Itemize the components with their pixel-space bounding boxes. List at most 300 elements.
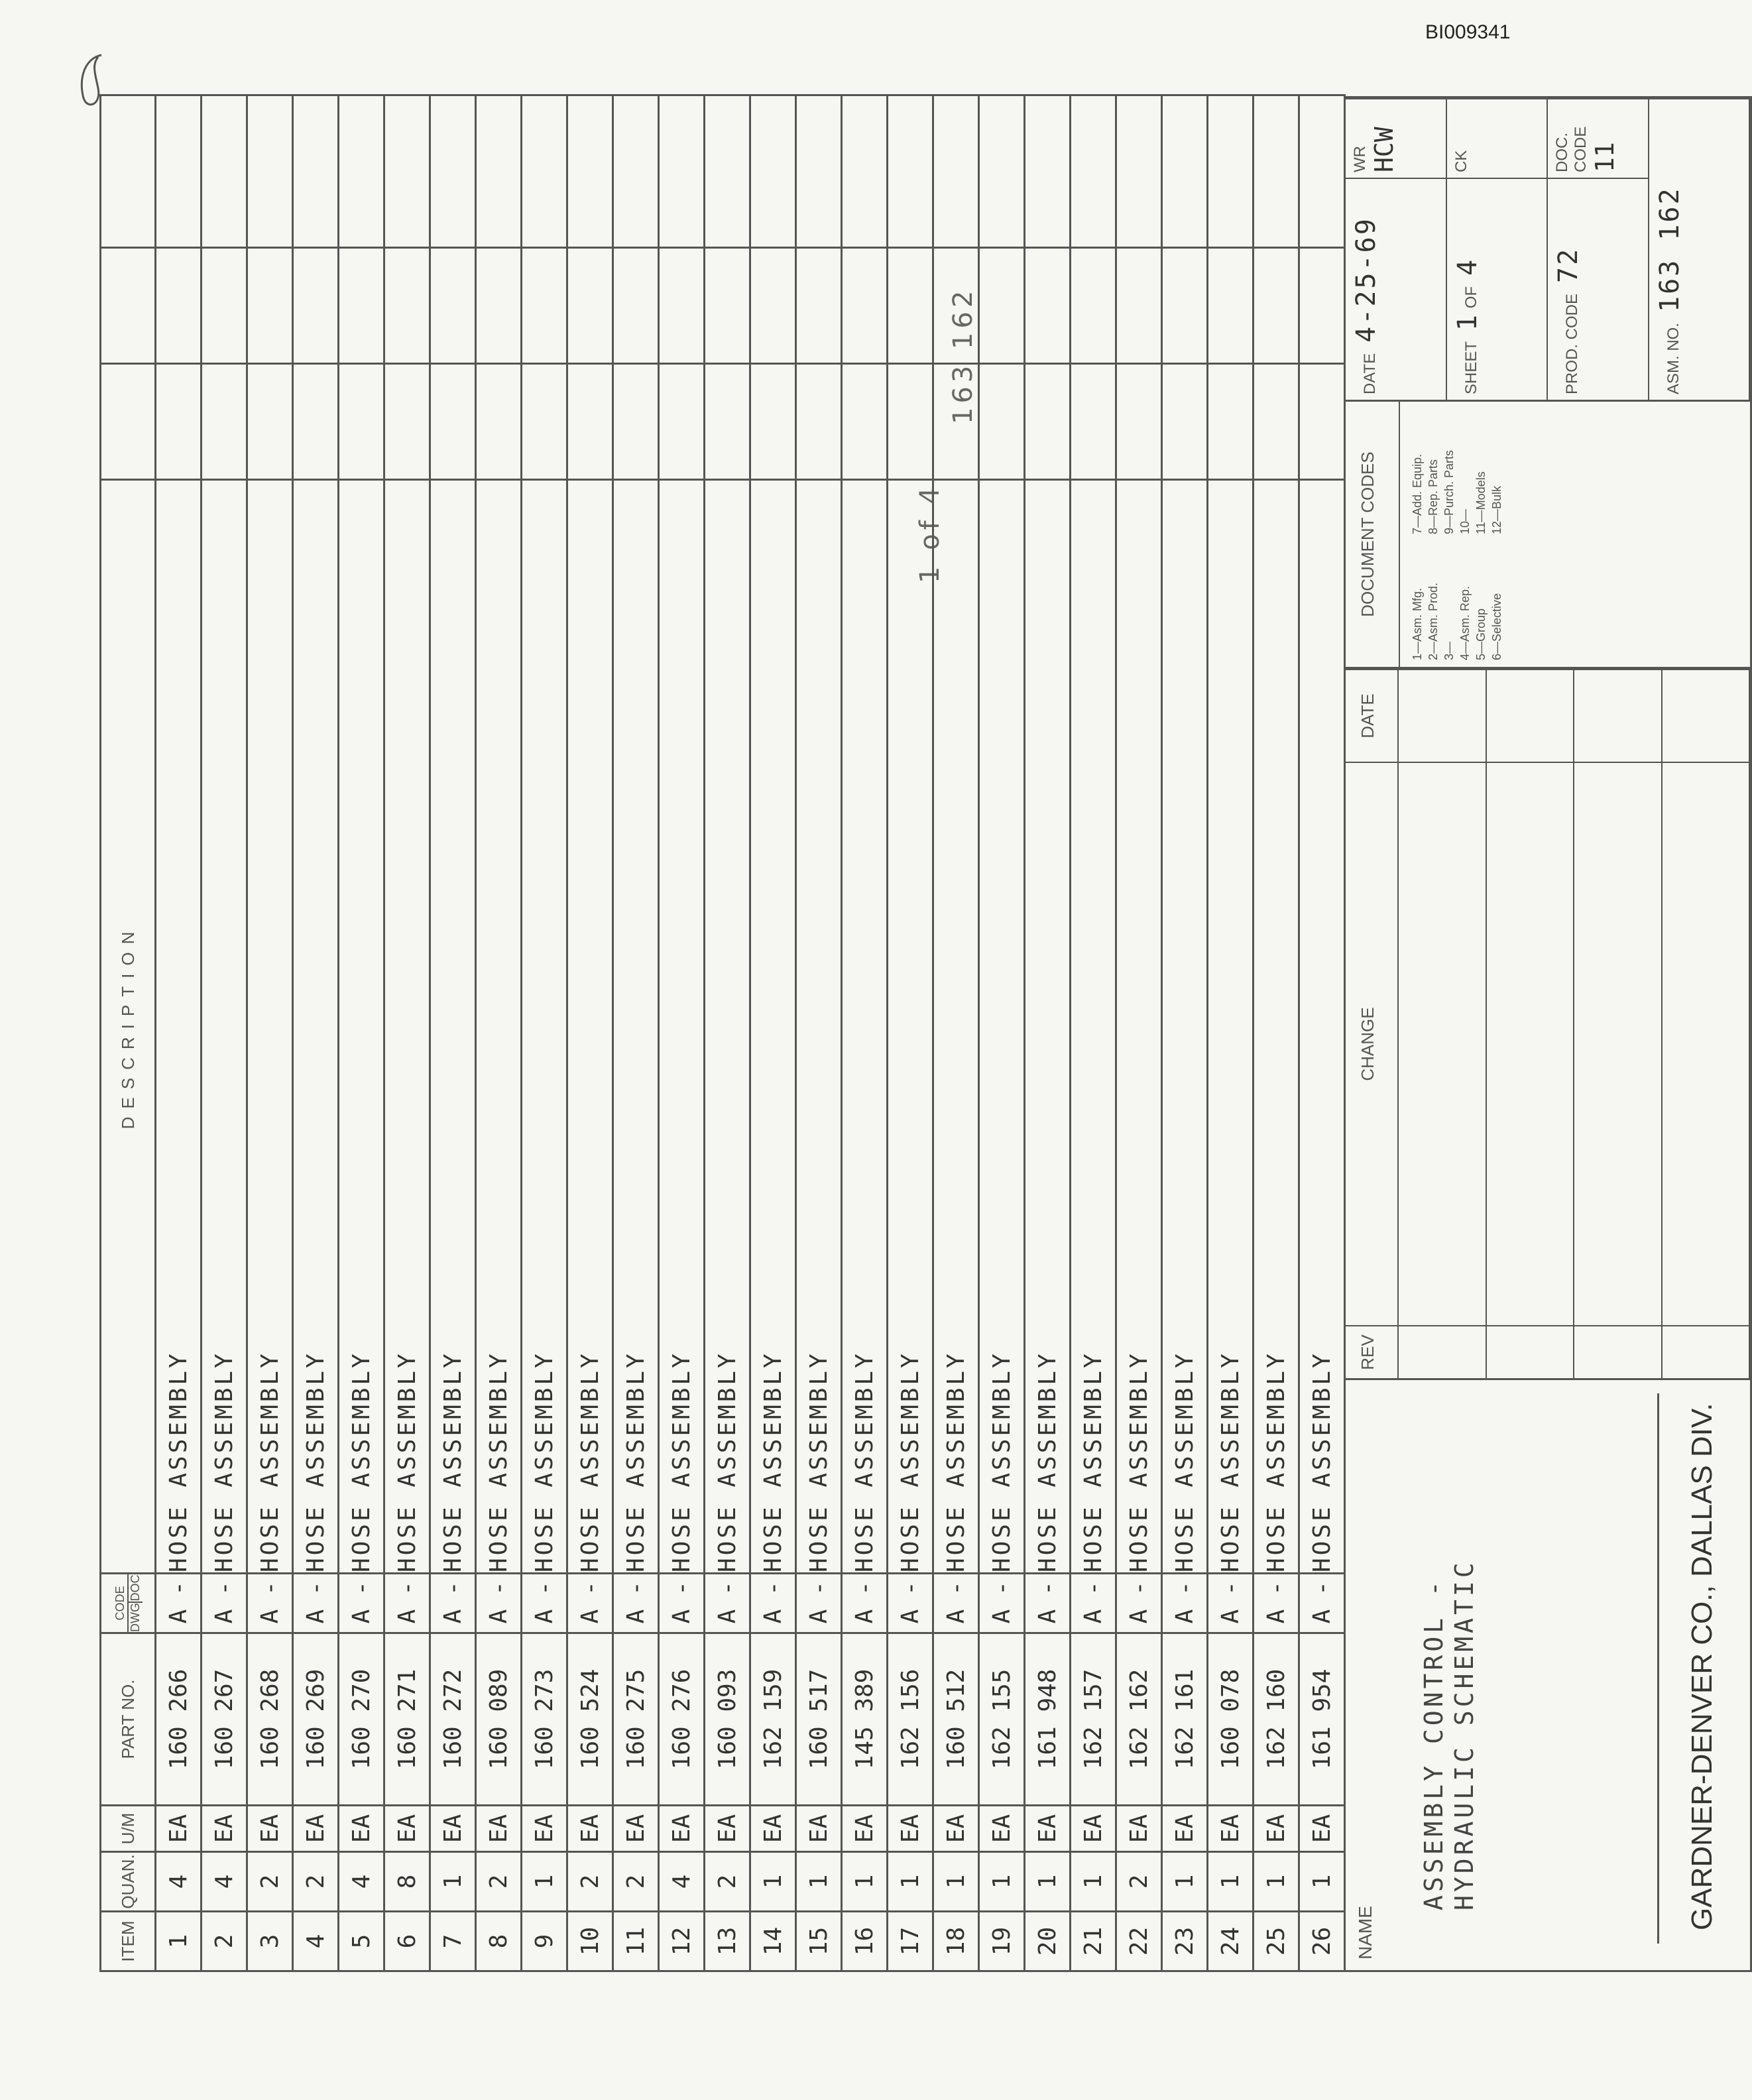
code-cell [202, 1574, 247, 1633]
table-row [476, 95, 522, 1971]
description-cell: HOSE ASSEMBLY [202, 480, 247, 1574]
table-row [247, 95, 293, 1971]
table-row [156, 95, 202, 1971]
table-row [293, 95, 339, 1971]
code-cell [156, 1574, 202, 1633]
blank-cell [1025, 364, 1071, 480]
table-row [705, 95, 750, 1971]
quantity-cell: 1 [1208, 1852, 1254, 1912]
code-cell [430, 1574, 476, 1633]
doc-code: - [1308, 1581, 1336, 1596]
quantity-cell: 4 [659, 1852, 705, 1912]
document-codes-box [1346, 400, 1750, 667]
blank-cell [1254, 248, 1299, 364]
quantity-cell: 1 [1025, 1852, 1071, 1912]
dwg-code: A [210, 1609, 238, 1624]
unit-cell: EA [933, 1806, 979, 1852]
blank-cell [933, 364, 979, 480]
blank-cell [202, 364, 247, 480]
blank-cell [842, 364, 888, 480]
blank-cell [705, 95, 750, 248]
blank-cell [1208, 364, 1254, 480]
blank-cell [293, 95, 339, 248]
quantity-cell: 1 [1254, 1852, 1299, 1912]
item-cell: 3 [247, 1912, 293, 1971]
item-cell: 22 [1116, 1912, 1162, 1971]
header-quan: QUAN. [101, 1852, 156, 1912]
rev-cell [1399, 762, 1487, 1325]
doc-code: - [439, 1581, 467, 1596]
quantity-cell: 1 [1162, 1852, 1208, 1912]
header-description: DESCRIPTION [101, 480, 156, 1574]
prod-code-value: 72 [1553, 247, 1584, 283]
table-row [384, 95, 430, 1971]
description-cell: HOSE ASSEMBLY [430, 480, 476, 1574]
table-header-row [101, 95, 156, 1971]
sheet-label: SHEET [1462, 341, 1480, 394]
dwg-code: A [439, 1609, 467, 1624]
part-number-cell: 162 162 [1116, 1633, 1162, 1806]
rev-cell [1399, 669, 1487, 762]
blank-cell [796, 248, 842, 364]
header-dwg: DWG [129, 1603, 142, 1632]
quantity-cell: 4 [339, 1852, 384, 1912]
rev-cell [1487, 762, 1575, 1325]
blank-cell [430, 248, 476, 364]
part-number-cell: 145 389 [842, 1633, 888, 1806]
doc-code-item: 8—Rep. Parts [1427, 459, 1440, 534]
dwg-code: A [668, 1609, 695, 1624]
table-row [1071, 95, 1116, 1971]
doc-code-item: 1—Asm. Mfg. [1411, 587, 1424, 660]
blank-cell [1025, 95, 1071, 248]
code-cell [705, 1574, 750, 1633]
doc-code-label: DOC. CODE [1553, 126, 1590, 172]
assembly-name-line2: HYDRAULIC SCHEMATIC [1450, 1559, 1479, 1910]
quantity-cell: 1 [888, 1852, 933, 1912]
table-row [933, 95, 979, 1971]
quantity-cell: 1 [796, 1852, 842, 1912]
item-cell: 18 [933, 1912, 979, 1971]
blank-cell [247, 364, 293, 480]
part-number-cell: 162 159 [750, 1633, 796, 1806]
description-cell: HOSE ASSEMBLY [1071, 480, 1116, 1574]
blank-cell [933, 95, 979, 248]
dwg-code: A [805, 1609, 833, 1624]
blank-cell [156, 95, 202, 248]
dwg-code: A [1216, 1609, 1244, 1624]
doc-code-value: 11 [1590, 142, 1619, 172]
item-cell: 13 [705, 1912, 750, 1971]
dwg-code: A [302, 1609, 329, 1624]
part-number-cell: 160 270 [339, 1633, 384, 1806]
sheet-cell [1447, 178, 1548, 400]
code-cell [476, 1574, 522, 1633]
dwg-code: A [896, 1609, 924, 1624]
item-cell: 10 [567, 1912, 613, 1971]
dwg-code: A [256, 1609, 284, 1624]
item-cell: 9 [522, 1912, 567, 1971]
info-box [1346, 98, 1750, 400]
description-cell: HOSE ASSEMBLY [1025, 480, 1071, 1574]
blank-cell [522, 364, 567, 480]
header-code [101, 1574, 156, 1633]
code-cell [659, 1574, 705, 1633]
table-row [750, 95, 796, 1971]
rev-cell [1574, 762, 1663, 1325]
table-row [339, 95, 384, 1971]
doc-code-item: 7—Add. Equip. [1411, 453, 1424, 534]
blank-cell [339, 364, 384, 480]
blank-cell [430, 95, 476, 248]
description-cell: HOSE ASSEMBLY [705, 480, 750, 1574]
doc-code: - [805, 1581, 833, 1596]
description-cell: HOSE ASSEMBLY [659, 480, 705, 1574]
blank-cell [430, 364, 476, 480]
code-cell [888, 1574, 933, 1633]
unit-cell: EA [613, 1806, 659, 1852]
dwg-code: A [1308, 1609, 1336, 1624]
code-cell [384, 1574, 430, 1633]
blank-cell [796, 364, 842, 480]
blank-cell [613, 248, 659, 364]
top-mark-asm: 163 162 [948, 286, 978, 424]
quantity-cell: 1 [842, 1852, 888, 1912]
item-cell: 8 [476, 1912, 522, 1971]
table-row [430, 95, 476, 1971]
blank-cell [613, 95, 659, 248]
doc-code: - [164, 1581, 192, 1596]
dwg-code: A [576, 1609, 604, 1624]
code-cell [1254, 1574, 1299, 1633]
table-row [613, 95, 659, 1971]
blank-cell [339, 248, 384, 364]
asm-no-value: 163 162 [1654, 186, 1685, 312]
description-cell: HOSE ASSEMBLY [750, 480, 796, 1574]
header-blank-1 [101, 364, 156, 480]
rev-label: REV [1346, 1325, 1399, 1378]
dwg-code: A [759, 1609, 787, 1624]
blank-cell [384, 95, 430, 248]
blank-cell [613, 364, 659, 480]
blank-cell [750, 95, 796, 248]
sheet-value: 1 [1452, 312, 1483, 331]
doc-code: - [576, 1581, 604, 1596]
doc-code: - [393, 1581, 421, 1596]
unit-cell: EA [1208, 1806, 1254, 1852]
blank-cell [1071, 364, 1116, 480]
unit-cell: EA [796, 1806, 842, 1852]
doc-code: - [1262, 1581, 1290, 1596]
item-cell: 7 [430, 1912, 476, 1971]
blank-cell [1025, 248, 1071, 364]
blank-cell [979, 248, 1025, 364]
doc-code-item: 5—Group [1474, 608, 1488, 660]
doc-code-item: 4—Asm. Rep. [1458, 585, 1472, 660]
code-cell [842, 1574, 888, 1633]
blank-cell [476, 95, 522, 248]
doc-code: - [622, 1581, 650, 1596]
quantity-cell: 2 [613, 1852, 659, 1912]
document-id: BI009341 [1425, 21, 1511, 43]
code-cell [293, 1574, 339, 1633]
description-cell: HOSE ASSEMBLY [1208, 480, 1254, 1574]
doc-code: - [1125, 1581, 1153, 1596]
unit-cell: EA [659, 1806, 705, 1852]
unit-cell: EA [1116, 1806, 1162, 1852]
ck-cell [1447, 98, 1548, 178]
description-cell: HOSE ASSEMBLY [293, 480, 339, 1574]
unit-cell: EA [1254, 1806, 1299, 1852]
part-number-cell: 162 156 [888, 1633, 933, 1806]
code-cell [1116, 1574, 1162, 1633]
part-number-cell: 160 517 [796, 1633, 842, 1806]
dwg-code: A [622, 1609, 650, 1624]
code-cell [522, 1574, 567, 1633]
dwg-code: A [713, 1609, 741, 1624]
part-number-cell: 160 093 [705, 1633, 750, 1806]
table-row [522, 95, 567, 1971]
quantity-cell: 1 [933, 1852, 979, 1912]
quantity-cell: 4 [202, 1852, 247, 1912]
unit-cell: EA [567, 1806, 613, 1852]
doc-code: - [530, 1581, 558, 1596]
blank-cell [888, 95, 933, 248]
unit-cell: EA [430, 1806, 476, 1852]
unit-cell: EA [842, 1806, 888, 1852]
rev-cell [1487, 1325, 1575, 1378]
part-number-cell: 160 267 [202, 1633, 247, 1806]
prod-code-label: PROD. CODE [1563, 293, 1581, 394]
description-cell: HOSE ASSEMBLY [247, 480, 293, 1574]
table-row [888, 95, 933, 1971]
doc-code: - [942, 1581, 970, 1596]
blank-cell [384, 364, 430, 480]
description-cell: HOSE ASSEMBLY [476, 480, 522, 1574]
asm-no-cell [1649, 98, 1751, 400]
part-number-cell: 162 161 [1162, 1633, 1208, 1806]
part-number-cell: 160 275 [613, 1633, 659, 1806]
doc-code: - [1216, 1581, 1244, 1596]
blank-cell [339, 95, 384, 248]
blank-cell [888, 248, 933, 364]
part-number-cell: 160 089 [476, 1633, 522, 1806]
item-cell: 24 [1208, 1912, 1254, 1971]
of-value: 4 [1452, 257, 1483, 276]
description-cell: HOSE ASSEMBLY [156, 480, 202, 1574]
blank-cell [750, 364, 796, 480]
blank-cell [1162, 364, 1208, 480]
assembly-name [1419, 1559, 1480, 1910]
item-cell: 26 [1299, 1912, 1345, 1971]
of-label: OF [1462, 286, 1480, 309]
description-cell: HOSE ASSEMBLY [567, 480, 613, 1574]
doc-code-item: 3— [1442, 641, 1456, 660]
blank-cell [476, 364, 522, 480]
ck-label: CK [1452, 150, 1470, 172]
blank-cell [979, 95, 1025, 248]
parts-table [99, 94, 1346, 1972]
blank-cell [202, 95, 247, 248]
blank-cell [1208, 248, 1254, 364]
unit-cell: EA [1299, 1806, 1345, 1852]
unit-cell: EA [293, 1806, 339, 1852]
table-row [1299, 95, 1345, 1971]
assembly-name-line1: ASSEMBLY CONTROL - [1419, 1578, 1448, 1910]
blank-cell [1208, 95, 1254, 248]
quantity-cell: 1 [750, 1852, 796, 1912]
blank-cell [1071, 248, 1116, 364]
unit-cell: EA [1071, 1806, 1116, 1852]
header-part-no: PART NO. [101, 1633, 156, 1806]
blank-cell [384, 248, 430, 364]
doc-code: - [256, 1581, 284, 1596]
rev-cell [1663, 762, 1751, 1325]
quantity-cell: 2 [476, 1852, 522, 1912]
dwg-code: A [530, 1609, 558, 1624]
blank-cell [659, 364, 705, 480]
part-number-cell: 162 160 [1254, 1633, 1299, 1806]
quantity-cell: 2 [1116, 1852, 1162, 1912]
blank-cell [567, 248, 613, 364]
table-row [1025, 95, 1071, 1971]
item-cell: 4 [293, 1912, 339, 1971]
header-doc: DOC [127, 1574, 143, 1603]
code-cell [796, 1574, 842, 1633]
item-cell: 19 [979, 1912, 1025, 1971]
rev-cell [1399, 1325, 1487, 1378]
quantity-cell: 2 [247, 1852, 293, 1912]
doc-code: - [896, 1581, 924, 1596]
unit-cell: EA [247, 1806, 293, 1852]
header-um: U/M [101, 1806, 156, 1852]
part-number-cell: 160 078 [1208, 1633, 1254, 1806]
description-cell: HOSE ASSEMBLY [796, 480, 842, 1574]
rev-cell [1574, 1325, 1663, 1378]
item-cell: 6 [384, 1912, 430, 1971]
part-number-cell: 160 272 [430, 1633, 476, 1806]
company-name: GARDNER-DENVER CO., DALLAS DIV. [1657, 1393, 1719, 1944]
blank-cell [979, 364, 1025, 480]
blank-cell [1299, 95, 1345, 248]
blank-cell [705, 248, 750, 364]
description-cell: HOSE ASSEMBLY [384, 480, 430, 1574]
blank-cell [842, 248, 888, 364]
dwg-code: A [942, 1609, 970, 1624]
description-cell: HOSE ASSEMBLY [1254, 480, 1299, 1574]
doc-code: - [1079, 1581, 1107, 1596]
item-cell: 11 [613, 1912, 659, 1971]
doc-code: - [1171, 1581, 1198, 1596]
blank-cell [1299, 364, 1345, 480]
blank-cell [567, 364, 613, 480]
wr-cell [1346, 98, 1447, 178]
title-block [1346, 96, 1752, 1972]
unit-cell: EA [1025, 1806, 1071, 1852]
header-item: ITEM [101, 1912, 156, 1971]
wr-label: WR [1351, 146, 1369, 172]
item-cell: 20 [1025, 1912, 1071, 1971]
quantity-cell: 1 [522, 1852, 567, 1912]
rev-cell [1663, 669, 1751, 762]
blank-cell [705, 364, 750, 480]
doc-code-item: 9—Purch. Parts [1442, 449, 1456, 534]
code-cell [750, 1574, 796, 1633]
code-cell [1208, 1574, 1254, 1633]
item-cell: 25 [1254, 1912, 1299, 1971]
dwg-code: A [1171, 1609, 1198, 1624]
dwg-code: A [988, 1609, 1016, 1624]
item-cell: 5 [339, 1912, 384, 1971]
doc-code: - [1033, 1581, 1061, 1596]
table-row [1254, 95, 1299, 1971]
table-row [659, 95, 705, 1971]
blank-cell [659, 248, 705, 364]
date-cell [1346, 178, 1447, 400]
blank-cell [156, 248, 202, 364]
unit-cell: EA [522, 1806, 567, 1852]
item-cell: 14 [750, 1912, 796, 1971]
part-number-cell: 160 268 [247, 1633, 293, 1806]
name-label: NAME [1355, 1906, 1375, 1959]
code-cell [933, 1574, 979, 1633]
header-blank-3 [101, 95, 156, 248]
description-cell: HOSE ASSEMBLY [888, 480, 933, 1574]
table-row [1208, 95, 1254, 1971]
description-cell: HOSE ASSEMBLY [933, 480, 979, 1574]
asm-no-label: ASM. NO. [1664, 322, 1682, 394]
top-mark-sheet: 1 of 4 [915, 483, 945, 583]
item-cell: 21 [1071, 1912, 1116, 1971]
rev-cell [1487, 669, 1575, 762]
code-cell [1071, 1574, 1116, 1633]
doc-code: - [485, 1581, 512, 1596]
doc-code: - [347, 1581, 375, 1596]
part-number-cell: 161 948 [1025, 1633, 1071, 1806]
rev-cell [1663, 1325, 1751, 1378]
blank-cell [293, 364, 339, 480]
dwg-code: A [1262, 1609, 1290, 1624]
blank-cell [522, 95, 567, 248]
blank-cell [1116, 364, 1162, 480]
dwg-code: A [1125, 1609, 1153, 1624]
table-row [1162, 95, 1208, 1971]
doc-code-item: 2—Asm. Prod. [1427, 582, 1440, 660]
doc-code: - [713, 1581, 741, 1596]
description-cell: HOSE ASSEMBLY [613, 480, 659, 1574]
part-number-cell: 162 157 [1071, 1633, 1116, 1806]
description-cell: HOSE ASSEMBLY [522, 480, 567, 1574]
table-row [202, 95, 247, 1971]
doc-code-item: 11—Models [1474, 471, 1488, 534]
table-row [567, 95, 613, 1971]
table-row [979, 95, 1025, 1971]
quantity-cell: 1 [979, 1852, 1025, 1912]
doc-code: - [302, 1581, 329, 1596]
blank-cell [1162, 248, 1208, 364]
document-codes-title: DOCUMENT CODES [1346, 402, 1400, 667]
dwg-code: A [393, 1609, 421, 1624]
quantity-cell: 1 [1299, 1852, 1345, 1912]
blank-cell [659, 95, 705, 248]
code-cell [247, 1574, 293, 1633]
unit-cell: EA [705, 1806, 750, 1852]
blank-cell [750, 248, 796, 364]
doc-code: - [850, 1581, 878, 1596]
description-cell: HOSE ASSEMBLY [979, 480, 1025, 1574]
unit-cell: EA [156, 1806, 202, 1852]
doc-code-item: 6—Selective [1490, 593, 1503, 660]
